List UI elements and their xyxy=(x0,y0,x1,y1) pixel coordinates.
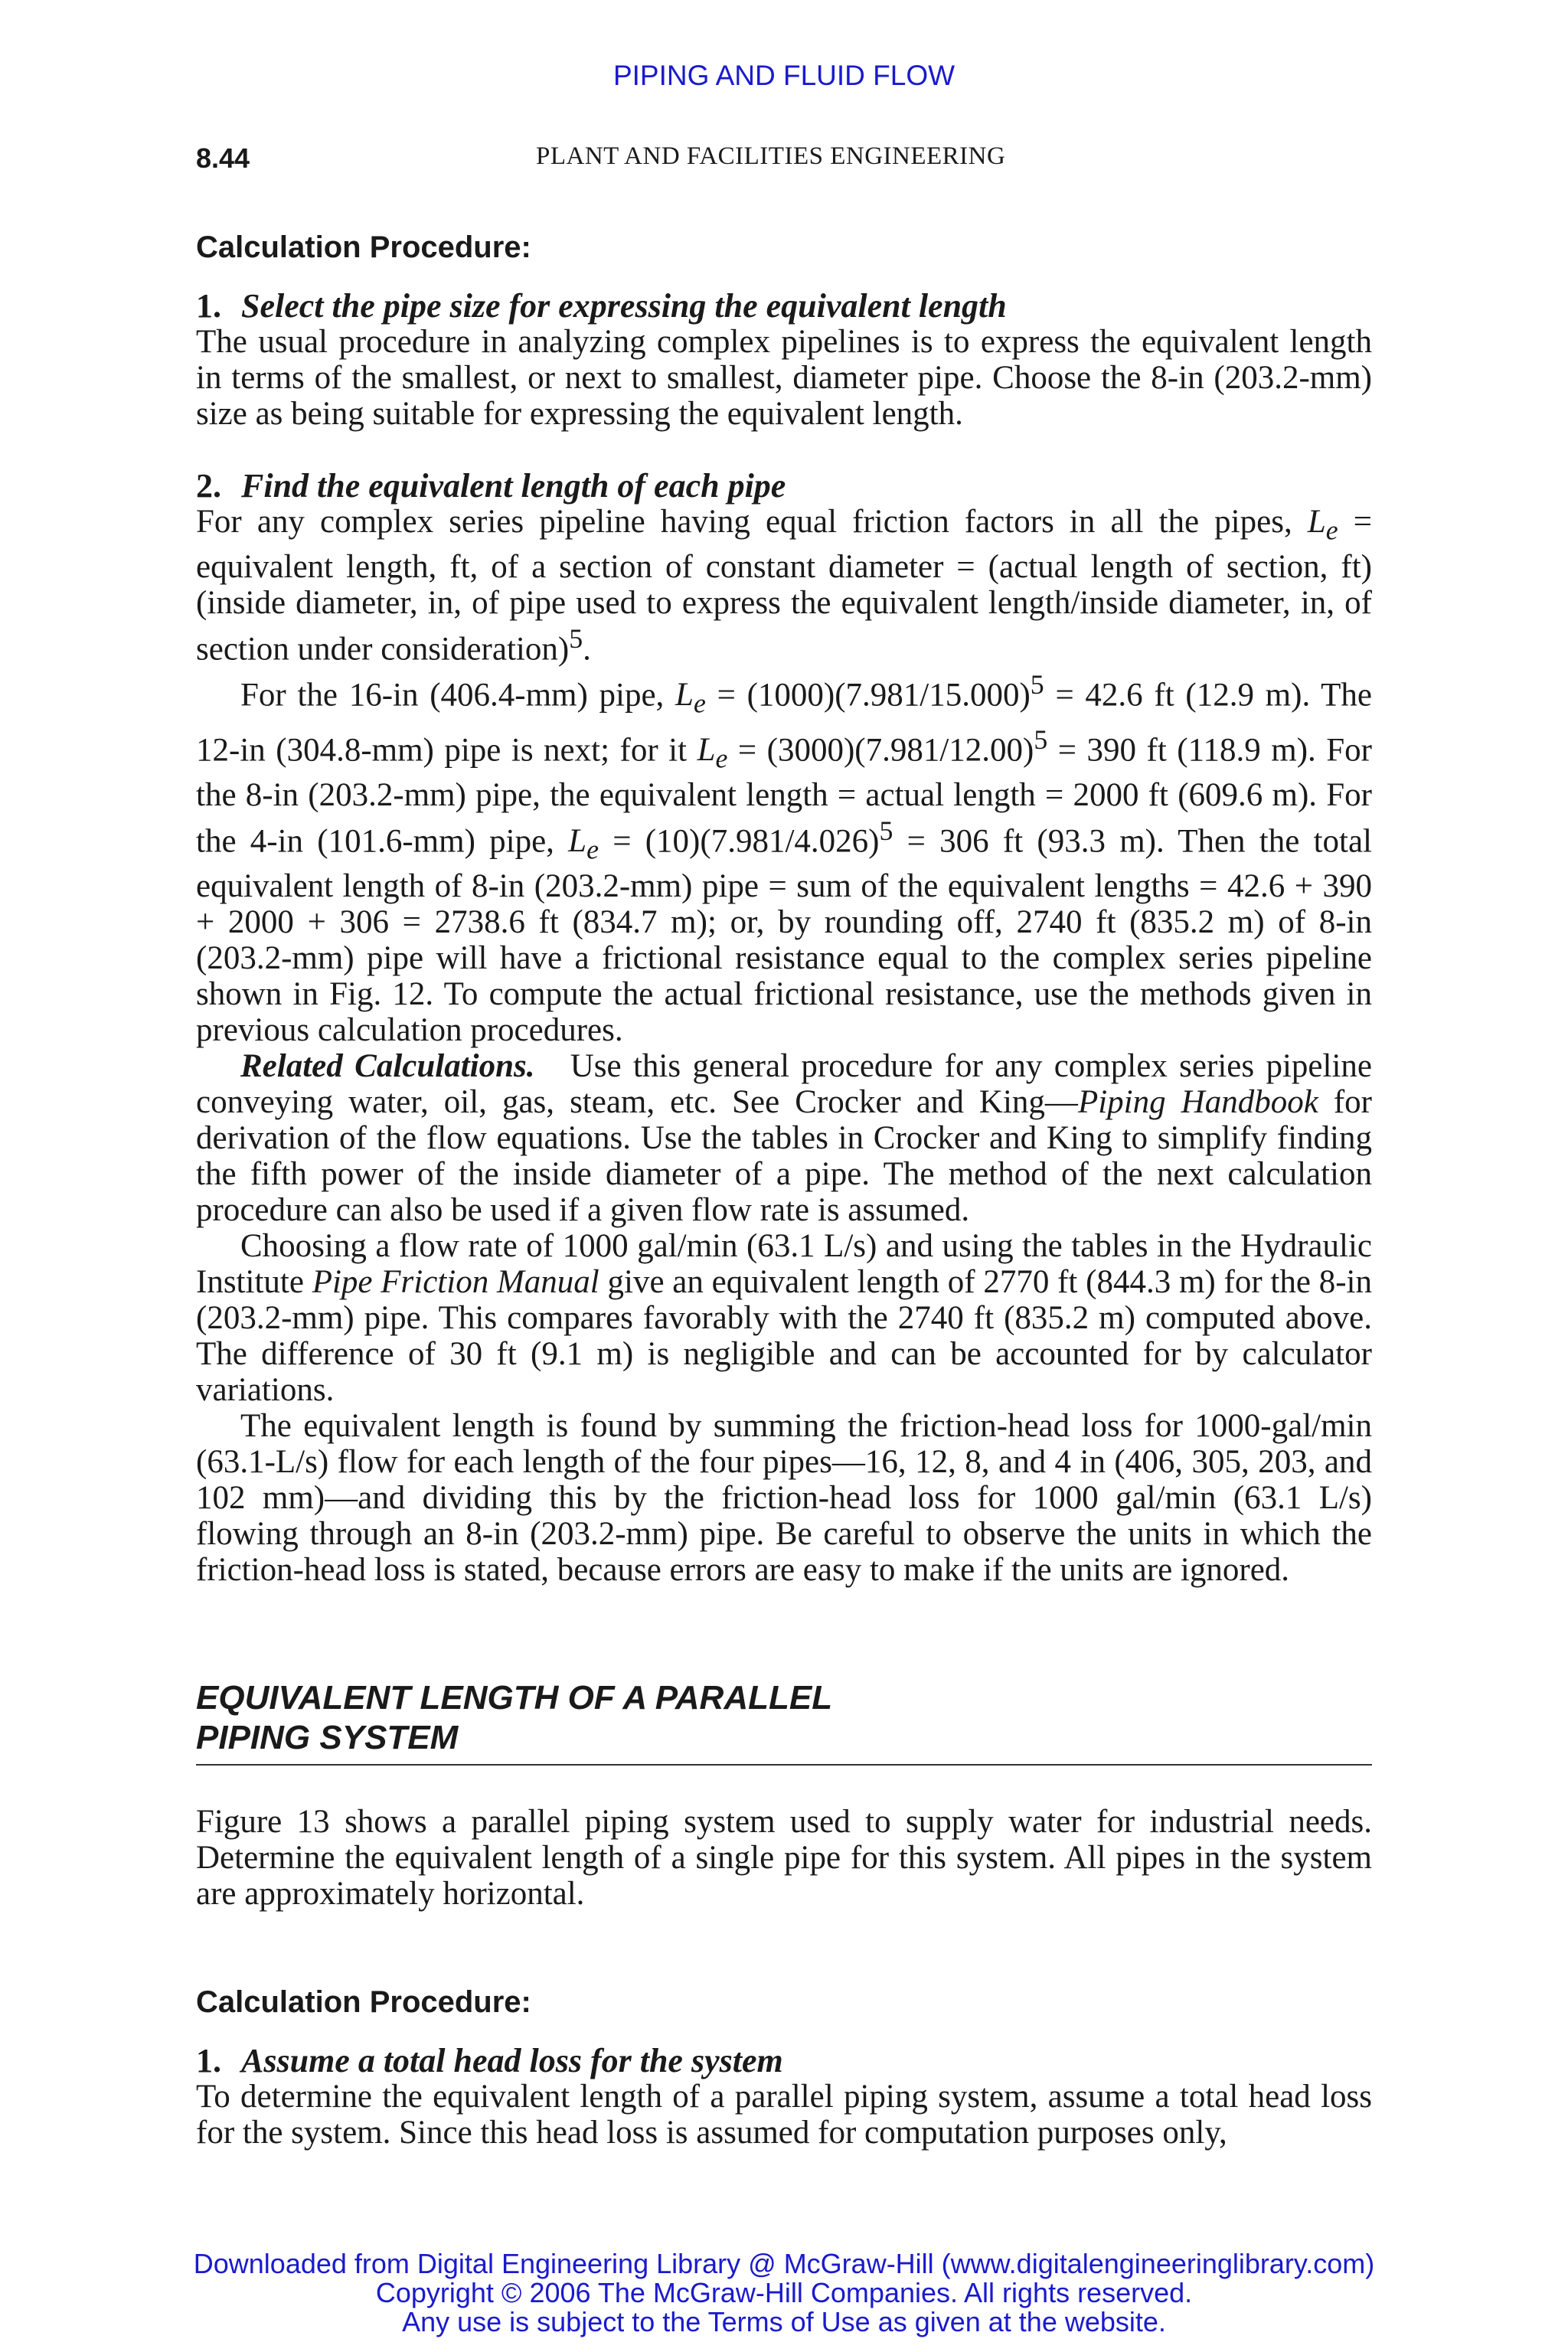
footer-download-link[interactable]: Downloaded from Digital Engineering Library @ McGraw-Hill (www.digitalengineeringlibrary.com) xyxy=(193,2248,1375,2279)
step-number: 1. xyxy=(196,2041,221,2079)
footer-terms[interactable]: Any use is subject to the Terms of Use as given at the website. xyxy=(402,2306,1166,2337)
le-symbol: $L_e$ xyxy=(675,677,706,719)
page-number: 8.44 xyxy=(196,142,250,174)
step-number: 1. xyxy=(196,287,221,325)
step-heading xyxy=(196,468,1372,504)
page-body xyxy=(196,230,1372,2151)
step-heading xyxy=(196,2043,1372,2079)
step-title: Assume a total head loss for the system xyxy=(241,2041,783,2079)
le-symbol: $L_e$ xyxy=(697,732,728,774)
chapter-link[interactable]: PIPING AND FLUID FLOW xyxy=(612,60,956,91)
section-title: EQUIVALENT LENGTH OF A PARALLEL PIPING SYSTEM xyxy=(196,1678,1372,1766)
le-symbol: $L_e$ xyxy=(1307,504,1338,546)
calculation-paragraph: For the 16-in (406.4-mm) pipe, $L_e = (1000)(7.981/15.000)^5 = 42.6$ ft (12.9 m). The 12-in (304.8-mm) pipe is next; for it $L_e = (3000)(7.981/12.00)^5 = 390$ ft (118.9 m). For the 8-in (203.2-mm) pipe, the equivalent length = actual length = 2000 ft (609.6 m). For the 4-in (101.6-mm) pipe, $L_e = (10)(7.981/4.026)^5 = 306$ ft (93.3 m). Then the total equivalent length of 8-in (203.2-mm) pipe = sum of the equivalent lengths = 42.6 + 390 + 2000 + 306 = 2738.6 ft (834.7 m); or, by rounding off, 2740 ft (835.2 m) of 8-in (203.2-mm) pipe will have a frictional resistance equal to the complex series pipeline shown in Fig. 12. To compute the actual frictional resistance, use the methods given in previous calculation procedures. xyxy=(196,668,1372,1048)
procedure-heading: Calculation Procedure: xyxy=(196,1984,531,2019)
step-body: The usual procedure in analyzing complex pipelines is to express the equivalent length in terms of the smallest, or next to smallest, diameter pipe. Choose the 8-in (203.2-mm) size as being suitable for expressing the equivalent length. xyxy=(196,324,1372,432)
footer-copyright[interactable]: Copyright © 2006 The McGraw-Hill Companies. All rights reserved. xyxy=(375,2277,1193,2308)
le-symbol: $L_e$ xyxy=(568,823,599,865)
section-intro: Figure 13 shows a parallel piping system used to supply water for industrial needs. Determine the equivalent length of a single pipe for this system. All pipes in the system are approximately horizontal. xyxy=(196,1803,1372,1912)
procedure-heading: Calculation Procedure: xyxy=(196,230,531,264)
related-calculations-label: Related Calculations. xyxy=(240,1047,535,1084)
step-title: Select the pipe size for expressing the equivalent length xyxy=(241,287,1007,325)
step-number: 2. xyxy=(196,467,221,505)
step-heading xyxy=(196,288,1372,324)
step-body: For any complex series pipeline having equal friction factors in all the pipes, $L_e$ = equivalent length, ft, of a section of constant diameter = (actual length of section, ft) (inside diameter, in, of pipe used to express the equivalent length/inside diameter, in, of section under consideration)$^5$. xyxy=(196,504,1372,667)
step-body: To determine the equivalent length of a parallel piping system, assume a total head loss for the system. Since this head loss is assumed for computation purposes only, xyxy=(196,2078,1372,2151)
flow-rate-paragraph: Choosing a flow rate of 1000 gal/min (63.1 L/s) and using the tables in the Hydraulic Institute Pipe Friction Manual give an equivalent length of 2770 ft (844.3 m) for the 8-in (203.2-mm) pipe. This compares favorably with the 2740 ft (835.2 m) computed above. The difference of 30 ft (9.1 m) is negligible and can be accounted for by calculator variations. xyxy=(196,1227,1372,1408)
related-calculations-paragraph: Related Calculations. Use this general procedure for any complex series pipeline conveying water, oil, gas, steam, etc. See Crocker and King—Piping Handbook for derivation of the flow equations. Use the tables in Crocker and King to simplify finding the fifth power of the inside diameter of a pipe. The method of the next calculation procedure can also be used if a given flow rate is assumed. xyxy=(196,1047,1372,1228)
friction-head-paragraph: The equivalent length is found by summing the friction-head loss for 1000-gal/min (63.1-L/s) flow for each length of the four pipes—16, 12, 8, and 4 in (406, 305, 203, and 102 mm)—and dividing this by the friction-head loss for 1000 gal/min (63.1 L/s) flowing through an 8-in (203.2-mm) pipe. Be careful to observe the units in which the friction-head loss is stated, because errors are easy to make if the units are ignored. xyxy=(196,1407,1372,1588)
running-head: PLANT AND FACILITIES ENGINEERING xyxy=(536,142,1006,170)
step-title: Find the equivalent length of each pipe xyxy=(241,467,786,505)
